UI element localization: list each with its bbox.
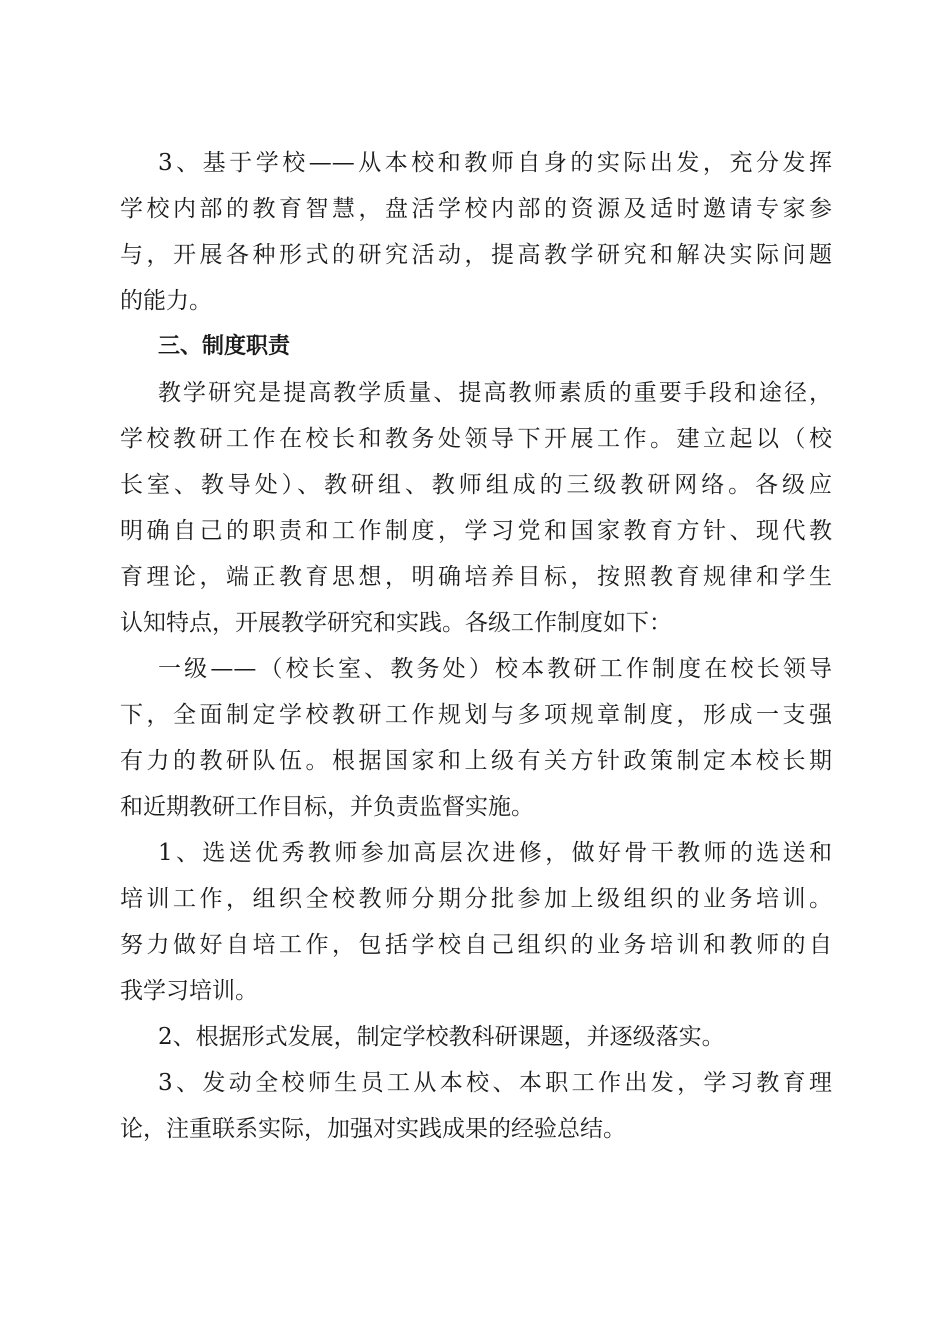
text-line: 学校内部的教育智慧，盘活学校内部的资源及适时邀请专家参: [120, 196, 832, 222]
text-line: 我学习培训。: [120, 978, 258, 1004]
paragraph-item-1: [120, 830, 832, 1014]
text-line: 论，注重联系实际，加强对实践成果的经验总结。: [120, 1116, 626, 1142]
text-line: 2、根据形式发展，制定学校教科研课题，并逐级落实。: [158, 1024, 725, 1050]
text-line: 教学研究是提高教学质量、提高教师素质的重要手段和途径，: [158, 380, 832, 406]
text-line: 和近期教研工作目标，并负责监督实施。: [120, 794, 534, 820]
text-line: 与，开展各种形式的研究活动，提高教学研究和解决实际问题: [120, 242, 832, 268]
paragraph-level-one: [120, 646, 832, 830]
paragraph-item-3: [120, 1060, 832, 1152]
text-line: 明确自己的职责和工作制度，学习党和国家教育方针、现代教: [120, 518, 832, 544]
text-line: 认知特点，开展教学研究和实践。各级工作制度如下：: [120, 610, 672, 636]
text-line: 下，全面制定学校教研工作规划与多项规章制度，形成一支强: [120, 702, 832, 728]
paragraph-intro: [120, 370, 832, 646]
text-line: 长室、教导处）、教研组、教师组成的三级教研网络。各级应: [120, 472, 832, 498]
document-page: [120, 140, 832, 1152]
text-line: 3、基于学校——从本校和教师自身的实际出发，充分发挥: [158, 150, 832, 176]
text-line: 1、选送优秀教师参加高层次进修，做好骨干教师的选送和: [158, 840, 832, 866]
paragraph-item-2: [120, 1014, 832, 1060]
text-line: 学校教研工作在校长和教务处领导下开展工作。建立起以（校: [120, 426, 832, 452]
section-heading: 三、制度职责: [158, 334, 291, 359]
text-line: 培训工作，组织全校教师分期分批参加上级组织的业务培训。: [120, 886, 832, 912]
text-line: 3、发动全校师生员工从本校、本职工作出发，学习教育理: [158, 1070, 832, 1096]
text-line: 育理论，端正教育思想，明确培养目标，按照教育规律和学生: [120, 564, 832, 590]
text-line: 有力的教研队伍。根据国家和上级有关方针政策制定本校长期: [120, 748, 832, 774]
text-line: 的能力。: [120, 288, 212, 314]
paragraph-school-based: [120, 140, 832, 324]
text-line: 努力做好自培工作，包括学校自己组织的业务培训和教师的自: [120, 932, 832, 958]
text-line: 一级——（校长室、教务处）校本教研工作制度在校长领导: [158, 656, 832, 682]
